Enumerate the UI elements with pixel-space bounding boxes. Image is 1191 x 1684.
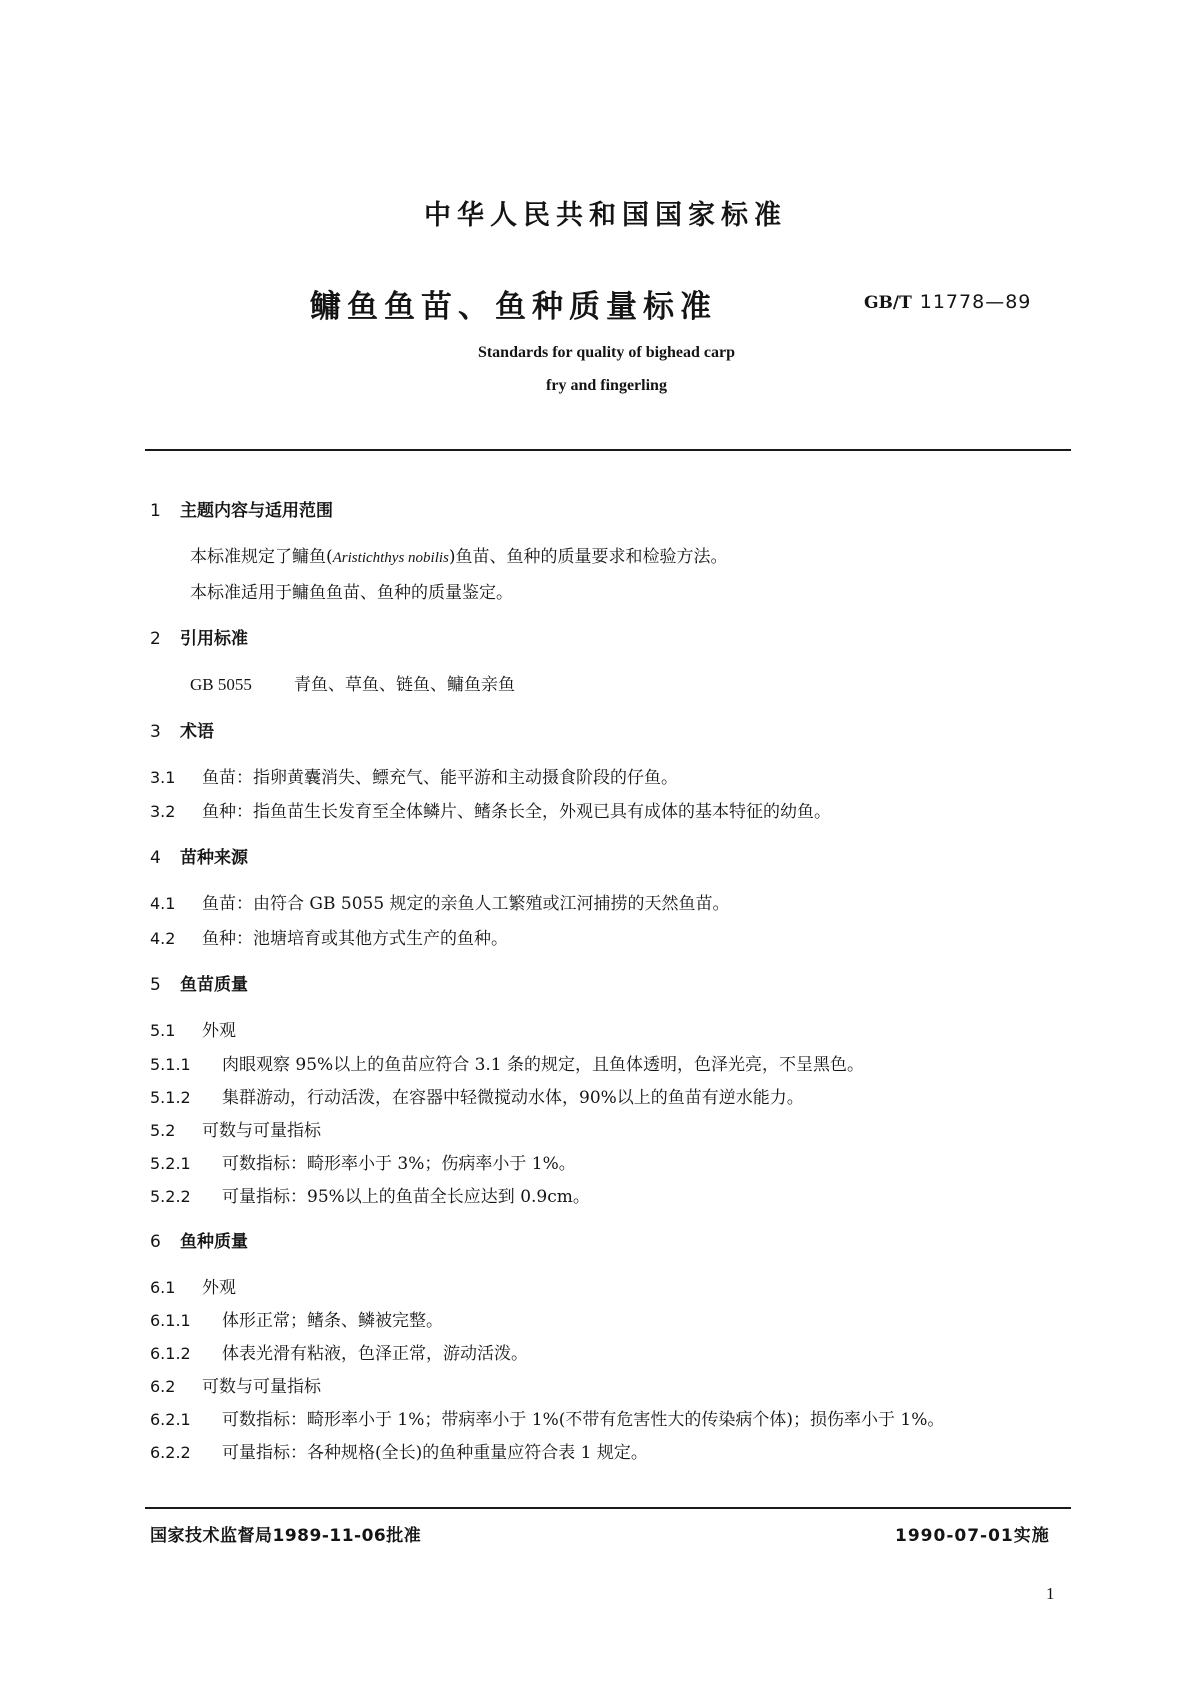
clause-number: 6.2 [150,1377,176,1396]
clause-number: 4.2 [150,929,176,948]
section-1-paragraph-2: 本标准适用于鳙鱼鱼苗、鱼种的质量鉴定。 [190,583,513,603]
page-number: 1 [1046,1584,1055,1603]
standard-code-number: 11778—89 [919,291,1032,313]
clause-text: 可量指标：各种规格(全长)的鱼种重量应符合表 1 规定。 [222,1443,648,1463]
clause-number: 5.2.2 [150,1187,191,1206]
clause-text: 可数与可量指标 [202,1377,321,1397]
section-5-heading [150,970,248,995]
clause-number: 4.1 [150,894,176,913]
clause-5-1-2 [150,1083,804,1108]
clause-text: 鱼种：池塘培育或其他方式生产的鱼种。 [202,929,508,949]
clause-5-2-2 [150,1182,590,1207]
section-3-heading [150,717,214,742]
clause-3-1 [150,763,678,788]
clause-number: 5.2 [150,1121,176,1140]
effective-date: 1990-07-01实施 [895,1526,1050,1546]
clause-4-2 [150,924,508,949]
standard-title: 鳙鱼鱼苗、鱼种质量标准 [310,289,717,325]
clause-number: 5.1.1 [150,1055,191,1074]
clause-number: 6.1.1 [150,1311,191,1330]
section-number: 6 [150,1232,161,1252]
clause-6-2-2 [150,1438,648,1463]
reference-title: 青鱼、草鱼、链鱼、鳙鱼亲鱼 [294,675,515,695]
clause-number: 3.1 [150,768,176,787]
standard-code [864,291,1031,313]
clause-6-2 [150,1372,321,1397]
clause-text: 外观 [202,1278,236,1298]
clause-text: 鱼种：指鱼苗生长发育至全体鳞片、鳍条长全，外观已具有成体的基本特征的幼鱼。 [202,802,831,822]
standard-code-prefix: GB/T [864,293,912,313]
clause-text: 鱼苗：指卵黄囊消失、鳔充气、能平游和主动摄食阶段的仔鱼。 [202,768,678,788]
clause-number: 6.1 [150,1278,176,1297]
section-number: 5 [150,975,161,995]
clause-6-2-1 [150,1405,944,1430]
clause-number: 5.2.1 [150,1154,191,1173]
clause-number: 6.1.2 [150,1344,191,1363]
clause-6-1 [150,1273,236,1298]
clause-4-1 [150,889,730,914]
clause-number: 5.1 [150,1021,176,1040]
clause-number: 6.2.1 [150,1410,191,1429]
clause-text: 鱼苗：由符合 GB 5055 规定的亲鱼人工繁殖或江河捕捞的天然鱼苗。 [202,894,730,914]
clause-text: 集群游动，行动活泼，在容器中轻微搅动水体，90%以上的鱼苗有逆水能力。 [222,1088,804,1108]
clause-number: 3.2 [150,802,176,821]
clause-text: 体表光滑有粘液，色泽正常，游动活泼。 [222,1344,528,1364]
section-title: 术语 [180,722,214,742]
section-number: 2 [150,629,161,649]
paragraph-text: )鱼苗、鱼种的质量要求和检验方法。 [448,547,728,567]
reference-code: GB 5055 [190,675,252,694]
clause-5-2-1 [150,1149,576,1174]
section-number: 4 [150,848,161,868]
clause-number: 5.1.2 [150,1088,191,1107]
section-title: 鱼苗质量 [180,975,248,995]
approval-info: 国家技术监督局1989-11-06批准 [150,1526,422,1546]
normative-reference [190,670,515,695]
header-divider [145,449,1071,451]
english-title-line-2: fry and fingerling [546,377,667,394]
national-standard-heading: 中华人民共和国国家标准 [424,200,787,231]
clause-3-2 [150,797,831,822]
section-2-heading [150,624,248,649]
section-6-heading [150,1227,248,1252]
section-1-paragraph-1 [190,542,728,567]
clause-text: 体形正常；鳍条、鳞被完整。 [222,1311,443,1331]
clause-5-2 [150,1116,321,1141]
section-4-heading [150,843,248,868]
clause-5-1 [150,1016,236,1041]
clause-5-1-1 [150,1050,864,1075]
clause-text: 可数指标：畸形率小于 3%；伤病率小于 1%。 [222,1154,576,1174]
section-number: 3 [150,722,161,742]
footer-divider [145,1507,1071,1509]
english-title-line-1: Standards for quality of bighead carp [477,344,736,361]
section-number: 1 [150,501,161,521]
clause-number: 6.2.2 [150,1443,191,1462]
section-title: 鱼种质量 [180,1232,248,1252]
section-1-heading [150,496,333,521]
clause-text: 肉眼观察 95%以上的鱼苗应符合 3.1 条的规定，且鱼体透明，色泽光亮，不呈黑色。 [222,1055,865,1075]
paragraph-text: 本标准规定了鳙鱼( [190,547,333,567]
clause-text: 外观 [202,1021,236,1041]
section-title: 主题内容与适用范围 [180,501,333,521]
clause-text: 可数与可量指标 [202,1121,321,1141]
section-title: 引用标准 [180,629,248,649]
latin-species-name: Aristichthys nobilis [332,550,449,566]
clause-6-1-2 [150,1339,528,1364]
clause-text: 可量指标：95%以上的鱼苗全长应达到 0.9cm。 [222,1187,590,1207]
clause-6-1-1 [150,1306,443,1331]
clause-text: 可数指标：畸形率小于 1%；带病率小于 1%(不带有危害性大的传染病个体)；损伤率小于 1%。 [222,1410,945,1430]
section-title: 苗种来源 [180,848,248,868]
